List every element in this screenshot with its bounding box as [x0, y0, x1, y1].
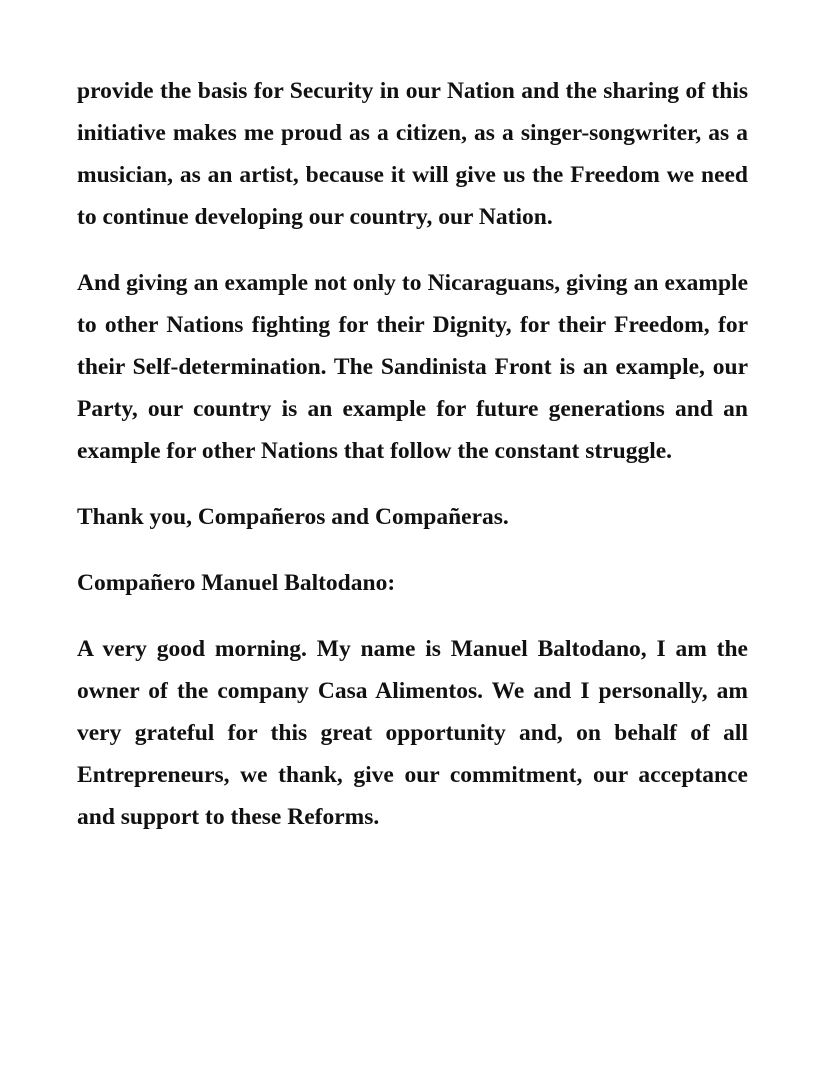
paragraph-security-initiative: provide the basis for Security in our Nation and the sharing of this initiative makes me proud as a citizen, as a singer-songwriter, as a musician, as an artist, because it will give us the Freedom we need to continue developing our country, our Nation. — [77, 78, 748, 230]
paragraph-baltodano-remarks: A very good morning. My name is Manuel Baltodano, I am the owner of the company Casa Alimentos. We and I personally, am very grateful for this great opportunity and, on behalf of all Entrepreneurs, we thank, give our commitment, our acceptance and support to these Reforms. — [77, 636, 748, 830]
document-page — [77, 70, 748, 862]
paragraph-thank-you: Thank you, Compañeros and Compañeras. — [77, 504, 509, 530]
paragraph-example-nations: And giving an example not only to Nicaraguans, giving an example to other Nations fighting for their Dignity, for their Freedom, for their Self-determination. The Sandinista Front is an example, our Party, our country is an example for future generations and an example for other Nations that follow the constant struggle. — [77, 270, 748, 464]
speaker-heading: Compañero Manuel Baltodano: — [77, 570, 396, 596]
